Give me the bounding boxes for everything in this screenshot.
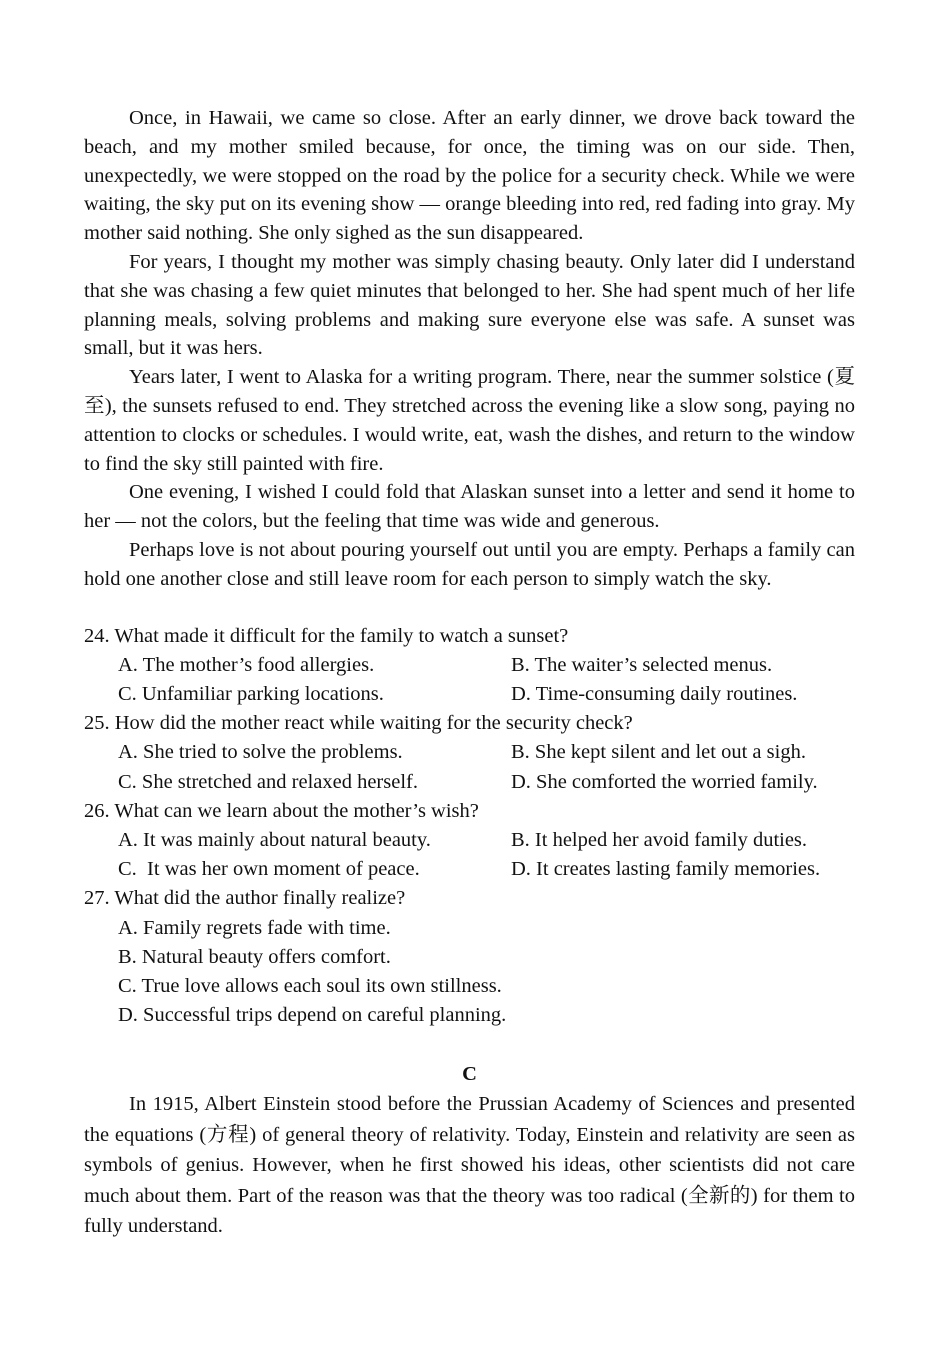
question-stem: 25. How did the mother react while waiting for the security check? (84, 712, 633, 735)
option-c: C. It was her own moment of peace. (118, 858, 420, 881)
option-a: A. She tried to solve the problems. (118, 741, 403, 764)
question-stem: 24. What made it difficult for the family to watch a sunset? (84, 624, 569, 647)
option-d: D. She comforted the worried family. (511, 770, 818, 793)
passage-b-paragraph-5: Perhaps love is not about pouring yourself out until you are empty. Perhaps a family can hold one another close and still leave room for each person to simply watch the sky. (84, 538, 855, 590)
question-stem: 26. What can we learn about the mother’s wish? (84, 799, 479, 822)
question-25 (84, 709, 855, 797)
option-row (84, 826, 855, 855)
option-b: B. The waiter’s selected menus. (511, 653, 773, 676)
exam-page (84, 104, 855, 1241)
option-a: A. It was mainly about natural beauty. (118, 828, 431, 851)
option-row (84, 855, 855, 884)
passage-b-paragraph-2: For years, I thought my mother was simply chasing beauty. Only later did I understand that she was chasing a few quiet minutes that belonged to her. She had spent much of her life planning meals, solving problems and making sure everyone else was safe. A sunset was small, but it was hers. (84, 250, 855, 360)
option-b: B. It helped her avoid family duties. (511, 828, 808, 851)
option-a: A. Family regrets fade with time. (118, 916, 391, 939)
option-row (84, 651, 855, 680)
option-b: B. She kept silent and let out a sigh. (511, 741, 806, 764)
passage-b-paragraph-3: Years later, I went to Alaska for a writing program. There, near the summer solstice (夏至), the sunsets refused to end. They stretched across the evening like a slow song, paying no attention to clocks or schedules. I would write, eat, wash the dishes, and return to the window to find the sky still painted with fire. (84, 366, 855, 475)
question-24 (84, 622, 855, 710)
option-row (84, 680, 855, 709)
option-d: D. It creates lasting family memories. (511, 858, 821, 881)
passage-c-paragraph-1: In 1915, Albert Einstein stood before the Prussian Academy of Sciences and presented the equations (方程) of general theory of relativity. Today, Einstein and relativity are seen as symbols of genius. However, when he first showed his ideas, other scientists did not care much about them. Part of the reason was that the theory was too radical (全新的) for them to fully understand. (84, 1093, 855, 1238)
option-row (84, 738, 855, 767)
option-c: C. She stretched and relaxed herself. (118, 770, 418, 793)
passage-b-paragraph-4: One evening, I wished I could fold that Alaskan sunset into a letter and send it home to her — not the colors, but the feeling that time was wide and generous. (84, 481, 855, 533)
passage-b (84, 104, 855, 594)
option-a: A. The mother’s food allergies. (118, 653, 375, 676)
option-c: C. True love allows each soul its own stillness. (118, 974, 502, 997)
option-b: B. Natural beauty offers comfort. (118, 945, 391, 968)
option-row (84, 768, 855, 797)
question-stem: 27. What did the author finally realize? (84, 887, 406, 910)
option-d: D. Successful trips depend on careful planning. (118, 1004, 507, 1027)
question-26 (84, 797, 855, 885)
question-27 (84, 884, 855, 1030)
passage-c (84, 1089, 855, 1241)
option-d: D. Time-consuming daily routines. (511, 682, 798, 705)
section-title: C (462, 1063, 477, 1086)
question-list (84, 622, 855, 1031)
passage-b-paragraph-1: Once, in Hawaii, we came so close. After an early dinner, we drove back toward the beach, and my mother smiled because, for once, the timing was on our side. Then, unexpectedly, we were stopped on the road by the police for a security check. While we were waiting, the sky put on its evening show — orange bleeding into red, red fading into gray. My mother said nothing. She only sighed as the sun disappeared. (84, 107, 855, 245)
option-c: C. Unfamiliar parking locations. (118, 682, 384, 705)
